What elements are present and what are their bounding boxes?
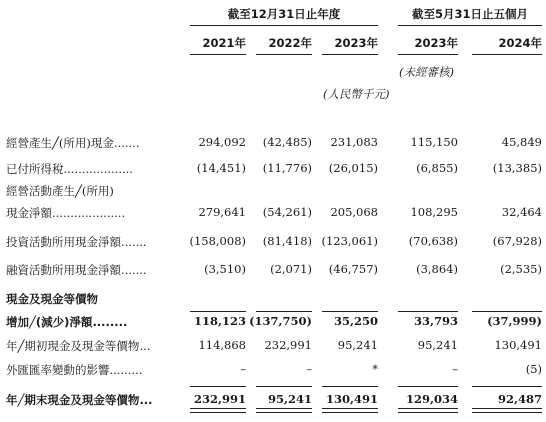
row-value: (13,385) [492,161,542,175]
total-double-rule-1 [190,408,246,413]
row-leader-dots: ......... [109,363,143,377]
row-value: 232,991 [193,392,246,406]
row-label [6,314,127,330]
row-label-text: 融資活動所用現金淨額 [6,263,121,277]
row-label [6,262,147,278]
row-label-text: 經營活動產生╱(所用) [6,184,114,198]
header-group-rule-2 [398,25,542,26]
total-double-rule-4 [398,408,458,413]
row-label [6,392,153,408]
row-value: (2,535) [500,262,542,276]
row-leader-dots: ........ [92,315,128,329]
row-label-text: 年╱期末現金及現金等價物 [6,393,140,407]
row-label-text: 投資活動所用現金淨額 [6,235,121,249]
row-leader-dots: ....... [121,235,147,249]
row-label [6,291,98,307]
row-value: 118,123 [193,314,246,328]
year-header-2023: 2023年 [334,36,378,50]
row-value: (14,451) [196,161,246,175]
row-leader-dots: ... [139,339,151,353]
row-value: (158,008) [189,234,246,248]
row-label-text: 年╱期初現金及現金等價物 [6,339,140,353]
row-value: 231,083 [330,135,378,149]
row-value: 130,491 [325,392,378,406]
row-label-text: 外匯匯率變動的影響 [6,363,110,377]
row-value: (54,261) [262,205,312,219]
row-label-text: 現金淨額 [6,206,52,220]
row-value: 33,793 [413,314,458,328]
row-leader-dots: ................... [63,162,133,176]
row-value: 232,991 [264,338,312,352]
year-rule-3 [322,54,378,55]
row-leader-dots: ... [139,393,153,407]
row-value: (123,061) [321,234,378,248]
total-double-rule-3 [322,408,378,413]
row-value: 279,641 [198,205,246,219]
row-label [6,234,147,250]
year-rule-4 [398,54,458,55]
row-label [6,135,140,151]
year-rule-5 [472,54,542,55]
row-label [6,362,142,378]
year-rule-2 [256,54,312,55]
total-double-rule-5 [472,408,542,413]
header-group-five-months: 截至5月31日止五個月 [411,7,528,21]
row-value: (6,855) [416,161,458,175]
row-value: 95,241 [267,392,312,406]
header-group-rule-1 [190,25,378,26]
subtotal-rule-4 [398,311,458,312]
row-label-text: 增加╱(減少)淨額 [6,315,93,329]
total-top-rule-3 [322,386,378,387]
row-value: (137,750) [249,314,312,328]
row-value: 32,464 [501,205,542,219]
row-value: 114,868 [198,338,246,352]
row-value: (81,418) [262,234,312,248]
row-value: 45,849 [501,135,542,149]
year-rule-1 [190,54,246,55]
row-value: 95,241 [417,338,458,352]
row-label [6,338,150,354]
row-value: 129,034 [405,392,458,406]
subtotal-rule-2 [256,311,312,312]
row-value: * [372,362,378,376]
row-value: (5) [525,362,542,376]
row-label-text: 已付所得稅 [6,162,64,176]
row-leader-dots: .................... [52,206,126,220]
row-value: – [306,362,312,376]
row-value: (46,757) [328,262,378,276]
row-value: (67,928) [492,234,542,248]
row-value: – [452,362,458,376]
row-value: 95,241 [337,338,378,352]
year-header-2024-five-months: 2024年 [498,36,542,50]
row-value: (2,071) [270,262,312,276]
row-label-text: 現金及現金等價物 [6,292,98,306]
row-value: – [240,362,246,376]
subtotal-rule-3 [322,311,378,312]
row-value: (70,638) [408,234,458,248]
currency-unit-note: (人民幣千元) [323,87,390,101]
row-value: (3,510) [204,262,246,276]
row-value: 92,487 [497,392,542,406]
row-value: 294,092 [198,135,246,149]
row-value: (3,864) [416,262,458,276]
year-header-2022: 2022年 [268,36,312,50]
year-header-2021: 2021年 [202,36,246,50]
total-top-rule-2 [256,386,312,387]
row-label-text: 經營產生╱(所用)現金 [6,136,114,150]
subtotal-rule-1 [190,311,246,312]
subtotal-rule-5 [472,311,542,312]
row-label [6,205,125,221]
row-label [6,183,114,199]
row-value: (26,015) [328,161,378,175]
total-double-rule-2 [256,408,312,413]
row-value: (11,776) [262,161,312,175]
row-label [6,161,133,177]
total-top-rule-4 [398,386,458,387]
row-value: (37,999) [487,314,542,328]
row-value: (42,485) [262,135,312,149]
row-value: 115,150 [410,135,458,149]
row-value: 205,068 [330,205,378,219]
unaudited-note: (未經審核) [399,65,454,79]
total-top-rule-5 [472,386,542,387]
row-leader-dots: ....... [113,136,140,150]
row-value: 130,491 [494,338,542,352]
total-top-rule-1 [190,386,246,387]
row-value: 35,250 [333,314,378,328]
year-header-2023-five-months: 2023年 [414,36,458,50]
header-group-year-ended: 截至12月31日止年度 [227,7,341,21]
row-leader-dots: ....... [121,263,147,277]
row-value: 108,295 [410,205,458,219]
